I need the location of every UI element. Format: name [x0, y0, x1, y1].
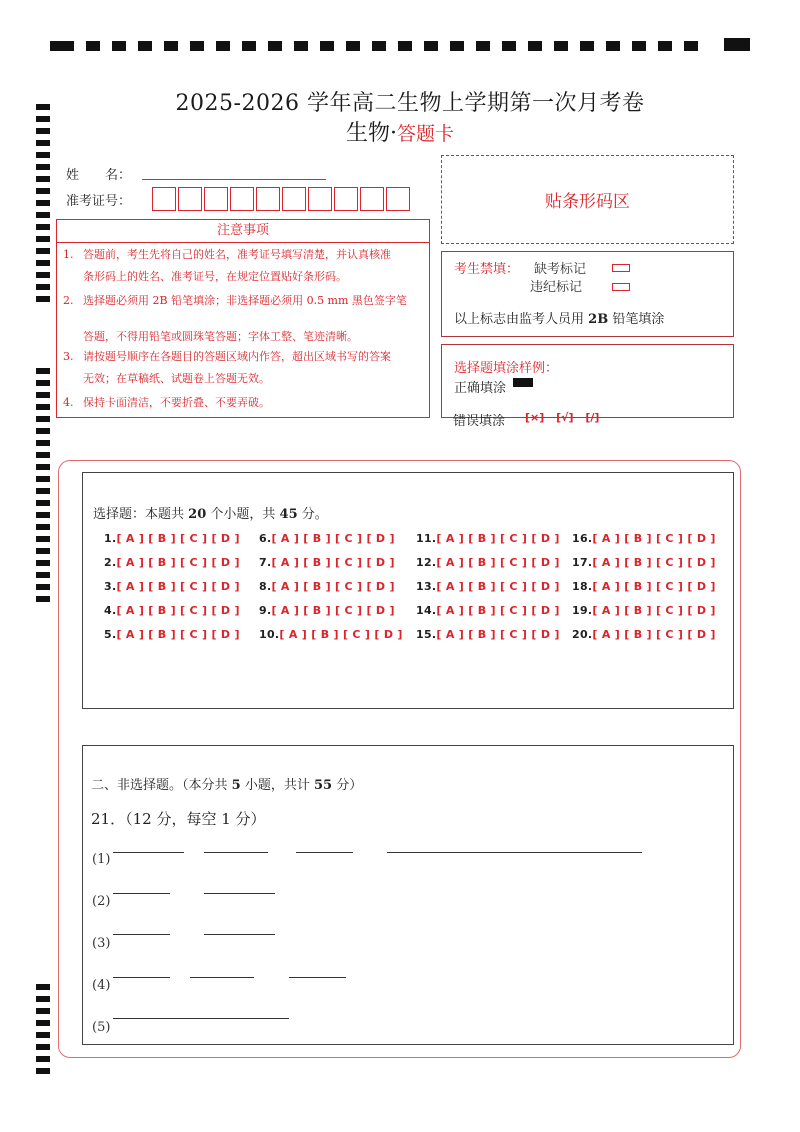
answer-card-label: 答题卡: [396, 123, 454, 145]
part-3-label: (3): [92, 936, 111, 951]
question-13[interactable]: 13.[ A ] [ B ] [ C ] [ D ]: [416, 580, 560, 593]
part-2-label: (2): [92, 894, 111, 909]
notice-item-3: 3. 请按题号顺序在各题目的答题区域内作答，超出区域书写的答案 无效；在草稿纸、试题卷上答题无效。: [63, 350, 391, 385]
id-cell[interactable]: [204, 187, 228, 211]
question-10[interactable]: 10.[ A ] [ B ] [ C ] [ D ]: [259, 628, 403, 641]
question-17[interactable]: 17.[ A ] [ B ] [ C ] [ D ]: [572, 556, 716, 569]
name-label: 姓 名：: [66, 168, 132, 183]
part-4-label: (4): [92, 978, 111, 993]
part-5-label: (5): [92, 1020, 111, 1035]
id-cell[interactable]: [334, 187, 358, 211]
barcode-label: 贴条形码区: [545, 192, 630, 212]
answer-line[interactable]: [113, 977, 170, 978]
barcode-area[interactable]: [441, 155, 734, 244]
name-field[interactable]: [142, 179, 326, 180]
proctor-note: 以上标志由监考人员用 2B 铅笔填涂: [454, 312, 665, 327]
question-19[interactable]: 19.[ A ] [ B ] [ C ] [ D ]: [572, 604, 716, 617]
page-subtitle: [0, 116, 800, 147]
violation-mark-box[interactable]: [612, 283, 630, 291]
question-15[interactable]: 15.[ A ] [ B ] [ C ] [ D ]: [416, 628, 560, 641]
correct-fill-mark: [513, 378, 533, 387]
choice-intro: 选择题：本题共 20 个小题，共 45 分。: [93, 507, 328, 522]
question-16[interactable]: 16.[ A ] [ B ] [ C ] [ D ]: [572, 532, 716, 545]
question-18[interactable]: 18.[ A ] [ B ] [ C ] [ D ]: [572, 580, 716, 593]
answer-line[interactable]: [113, 852, 184, 853]
violation-mark-label: 违纪标记: [530, 280, 583, 295]
id-number-cells[interactable]: [152, 187, 412, 211]
id-label: 准考证号：: [66, 194, 132, 209]
id-cell[interactable]: [256, 187, 280, 211]
proctor-box: [441, 251, 734, 337]
nonchoice-intro: 二、非选择题。（本分共 5 小题，共计 55 分）: [91, 778, 363, 793]
notice-box: [56, 219, 430, 418]
question-6[interactable]: 6.[ A ] [ B ] [ C ] [ D ]: [259, 532, 395, 545]
id-cell[interactable]: [386, 187, 410, 211]
answer-line[interactable]: [190, 977, 254, 978]
nonchoice-section: [82, 745, 734, 1045]
answer-line[interactable]: [296, 852, 353, 853]
page-title: 2025-2026 学年高二生物上学期第一次月考卷: [175, 91, 645, 116]
notice-item-4: 4. 保持卡面清洁，不要折叠、不要弄破。: [63, 396, 270, 409]
id-cell[interactable]: [230, 187, 254, 211]
question-2[interactable]: 2.[ A ] [ B ] [ C ] [ D ]: [104, 556, 240, 569]
wrong-mark-slash: [/]: [585, 411, 600, 424]
question-7[interactable]: 7.[ A ] [ B ] [ C ] [ D ]: [259, 556, 395, 569]
fill-sample-box: [441, 344, 734, 418]
answer-line[interactable]: [204, 893, 275, 894]
answer-line[interactable]: [289, 977, 346, 978]
question-8[interactable]: 8.[ A ] [ B ] [ C ] [ D ]: [259, 580, 395, 593]
prohibited-label: 考生禁填：: [454, 262, 520, 277]
question-14[interactable]: 14.[ A ] [ B ] [ C ] [ D ]: [416, 604, 560, 617]
wrong-fill-marks: [525, 411, 599, 424]
question-3[interactable]: 3.[ A ] [ B ] [ C ] [ D ]: [104, 580, 240, 593]
question-12[interactable]: 12.[ A ] [ B ] [ C ] [ D ]: [416, 556, 560, 569]
answer-line[interactable]: [387, 852, 642, 853]
absent-mark-label: 缺考标记: [534, 262, 587, 277]
id-cell[interactable]: [178, 187, 202, 211]
id-cell[interactable]: [152, 187, 176, 211]
wrong-mark-x: [×]: [525, 411, 545, 424]
question-5[interactable]: 5.[ A ] [ B ] [ C ] [ D ]: [104, 628, 240, 641]
question-11[interactable]: 11.[ A ] [ B ] [ C ] [ D ]: [416, 532, 560, 545]
answer-line[interactable]: [113, 1018, 289, 1019]
notice-title: 注意事项: [57, 220, 429, 243]
id-cell[interactable]: [308, 187, 332, 211]
question-9[interactable]: 9.[ A ] [ B ] [ C ] [ D ]: [259, 604, 395, 617]
answer-line[interactable]: [204, 934, 275, 935]
answer-line[interactable]: [204, 852, 268, 853]
answer-line[interactable]: [113, 934, 170, 935]
question-20[interactable]: 20.[ A ] [ B ] [ C ] [ D ]: [572, 628, 716, 641]
wrong-mark-check: [√]: [556, 411, 574, 424]
answer-line[interactable]: [113, 893, 170, 894]
question-21-heading: 21．（12 分，每空 1 分）: [91, 810, 266, 828]
notice-item-1: 1. 答题前，考生先将自己的姓名，准考证号填写清楚，并认真核准 条形码上的姓名、准考证号，在规定位置贴好条形码。: [63, 248, 391, 283]
question-1[interactable]: 1.[ A ] [ B ] [ C ] [ D ]: [104, 532, 240, 545]
id-cell[interactable]: [360, 187, 384, 211]
absent-mark-box[interactable]: [612, 264, 630, 272]
subject-name: 生物·: [345, 121, 397, 146]
notice-item-2: 2. 选择题必须用 2B 铅笔填涂；非选择题必须用 0.5 mm 黑色签字笔 答题，不得用铅笔或圆珠笔答题；字体工整、笔迹清晰。: [63, 294, 407, 343]
part-1-label: (1): [92, 852, 111, 867]
sample-title: 选择题填涂样例：: [454, 361, 559, 376]
wrong-fill-label: 错误填涂: [453, 414, 506, 429]
correct-fill-label: 正确填涂: [454, 381, 507, 396]
id-cell[interactable]: [282, 187, 306, 211]
question-4[interactable]: 4.[ A ] [ B ] [ C ] [ D ]: [104, 604, 240, 617]
